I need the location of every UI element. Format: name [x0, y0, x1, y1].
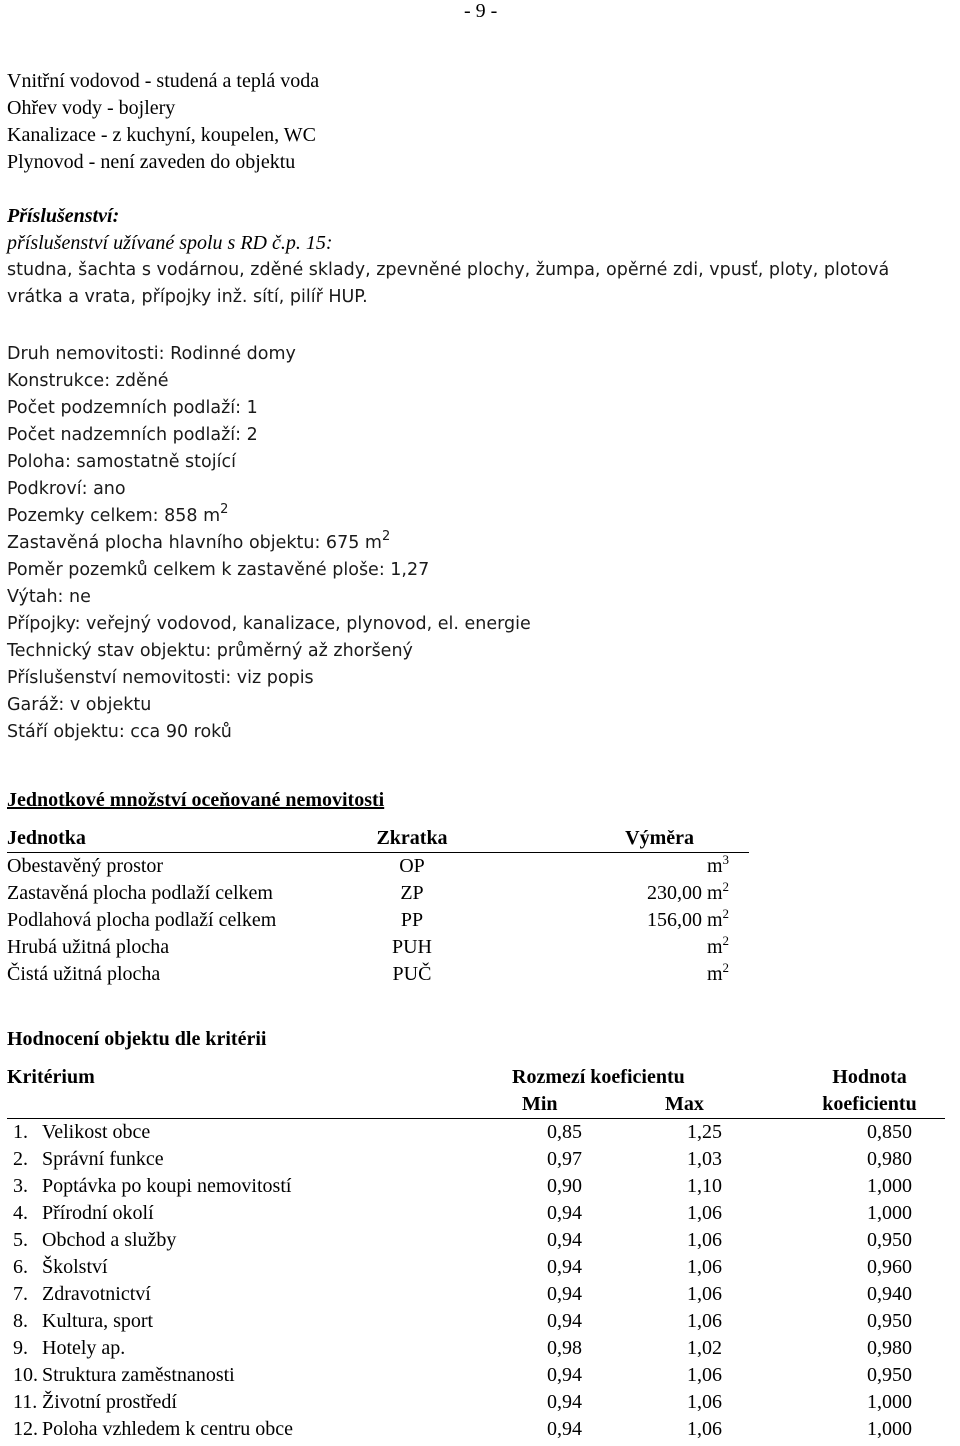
- criteria-title: Hodnocení objektu dle kritérii: [7, 1028, 267, 1050]
- table-row: [7, 1254, 945, 1281]
- criteria-min: 0,94: [547, 1229, 582, 1251]
- criteria-max: 1,06: [687, 1364, 722, 1386]
- table-row: [7, 1173, 945, 1200]
- property-accessories: Příslušenství nemovitosti: viz popis: [7, 668, 314, 688]
- criteria-label: Kultura, sport: [42, 1310, 154, 1332]
- criteria-label: Školství: [42, 1256, 108, 1278]
- criteria-max: 1,06: [687, 1418, 722, 1440]
- criteria-label: Životní prostředí: [42, 1391, 177, 1413]
- criteria-number: 6.: [13, 1256, 28, 1278]
- criteria-value: 1,000: [867, 1391, 912, 1413]
- property-attic: Podkroví: ano: [7, 479, 126, 499]
- property-type: Druh nemovitosti: Rodinné domy: [7, 344, 296, 364]
- criteria-max: 1,06: [687, 1283, 722, 1305]
- criteria-min: 0,85: [547, 1121, 582, 1143]
- criteria-number: 1.: [13, 1121, 28, 1143]
- property-connections: Přípojky: veřejný vodovod, kanalizace, plynovod, el. energie: [7, 614, 531, 634]
- property-built-area: Zastavěná plocha hlavního objektu: 675 $m^2$: [7, 529, 391, 553]
- units-header-zkratka: Zkratka: [376, 827, 448, 849]
- criteria-number: 5.: [13, 1229, 28, 1251]
- criteria-label: Poptávka po koupi nemovitostí: [42, 1175, 292, 1197]
- criteria-min: 0,94: [547, 1391, 582, 1413]
- utilities-list: [7, 68, 319, 176]
- accessories-text-line2: vrátka a vrata, přípojky inž. sítí, pilíř HUP.: [7, 287, 368, 307]
- utility-sewage: Kanalizace - z kuchyní, koupelen, WC: [7, 124, 316, 146]
- criteria-number: 12.: [13, 1418, 38, 1440]
- criteria-label: Struktura zaměstnanosti: [42, 1364, 235, 1386]
- property-position: Poloha: samostatně stojící: [7, 452, 236, 472]
- criteria-number: 4.: [13, 1202, 28, 1224]
- table-row: [7, 1119, 945, 1146]
- table-row: [7, 1308, 945, 1335]
- criteria-max: 1,10: [687, 1175, 722, 1197]
- table-row: Podlahová plocha podlaží celkem PP 156,00 $m^2$: [7, 906, 729, 931]
- criteria-value: 1,000: [867, 1202, 912, 1224]
- criteria-header-koeficientu: koeficientu: [822, 1093, 917, 1115]
- criteria-label: Poloha vzhledem k centru obce: [42, 1418, 294, 1440]
- property-land-total: Pozemky celkem: 858 $m^2$: [7, 502, 229, 526]
- criteria-max: 1,06: [687, 1229, 722, 1251]
- criteria-min: 0,94: [547, 1256, 582, 1278]
- accessories-subheading: příslušenství užívané spolu s RD č.p. 15:: [7, 232, 333, 254]
- table-row: Čistá užitná plocha PUČ $m^2$: [7, 960, 729, 985]
- criteria-label: Hotely ap.: [42, 1337, 126, 1359]
- criteria-number: 8.: [13, 1310, 28, 1332]
- table-row: [7, 1335, 945, 1362]
- criteria-min: 0,98: [547, 1337, 582, 1359]
- criteria-rows: [7, 1119, 945, 1443]
- criteria-max: 1,06: [687, 1202, 722, 1224]
- utility-heating: Ohřev vody - bojlery: [7, 97, 176, 119]
- property-condition: Technický stav objektu: průměrný až zhoršený: [7, 641, 413, 661]
- property-ratio: Poměr pozemků celkem k zastavěné ploše: 1,27: [7, 560, 430, 580]
- criteria-min: 0,97: [547, 1148, 582, 1170]
- property-construction: Konstrukce: zděné: [7, 371, 169, 391]
- criteria-number: 9.: [13, 1337, 28, 1359]
- utility-water: Vnitřní vodovod - studená a teplá voda: [7, 70, 320, 92]
- criteria-number: 11.: [13, 1391, 38, 1413]
- criteria-value: 0,950: [867, 1364, 912, 1386]
- criteria-label: Zdravotnictví: [42, 1283, 151, 1305]
- table-row: Obestavěný prostor OP $m^3$: [7, 852, 729, 877]
- table-row: Hrubá užitná plocha PUH $m^2$: [7, 933, 729, 958]
- criteria-value: 1,000: [867, 1175, 912, 1197]
- criteria-max: 1,06: [687, 1256, 722, 1278]
- criteria-number: 7.: [13, 1283, 28, 1305]
- units-table: [7, 825, 749, 988]
- criteria-number: 2.: [13, 1148, 28, 1170]
- units-header-jednotka: Jednotka: [7, 827, 86, 849]
- table-row: [7, 1227, 945, 1254]
- criteria-value: 0,940: [867, 1283, 912, 1305]
- table-row: Zastavěná plocha podlaží celkem ZP 230,00 $m^2$: [7, 879, 729, 904]
- criteria-label: Velikost obce: [42, 1121, 151, 1143]
- criteria-label: Přírodní okolí: [42, 1202, 154, 1224]
- criteria-value: 0,960: [867, 1256, 912, 1278]
- criteria-table: [7, 1064, 945, 1443]
- criteria-value: 0,850: [867, 1121, 912, 1143]
- table-row: [7, 1416, 945, 1443]
- criteria-max: 1,03: [687, 1148, 722, 1170]
- utility-gas: Plynovod - není zaveden do objektu: [7, 151, 296, 173]
- table-row: [7, 1146, 945, 1173]
- criteria-min: 0,94: [547, 1418, 582, 1440]
- property-age: Stáří objektu: cca 90 roků: [7, 722, 232, 742]
- criteria-min: 0,94: [547, 1202, 582, 1224]
- accessories-heading: Příslušenství:: [7, 205, 120, 227]
- accessories-section: [7, 203, 889, 311]
- criteria-subheader-row: [7, 1091, 945, 1119]
- property-garage: Garáž: v objektu: [7, 695, 152, 715]
- accessories-text-line1: studna, šachta s vodárnou, zděné sklady, zpevněné plochy, žumpa, opěrné zdi, vpusť, ploty, plotová: [7, 260, 890, 280]
- criteria-value: 1,000: [867, 1418, 912, 1440]
- property-elevator: Výtah: ne: [7, 587, 91, 607]
- page-number: - 9 -: [464, 0, 498, 22]
- units-title: Jednotkové množství oceňované nemovitosti: [7, 789, 385, 811]
- table-row: [7, 1281, 945, 1308]
- criteria-value: 0,950: [867, 1310, 912, 1332]
- criteria-value: 0,950: [867, 1229, 912, 1251]
- property-details: [7, 341, 531, 746]
- units-header-vymera: Výměra: [625, 827, 694, 849]
- criteria-min: 0,94: [547, 1310, 582, 1332]
- criteria-min: 0,94: [547, 1283, 582, 1305]
- criteria-label: Správní funkce: [42, 1148, 164, 1170]
- criteria-min: 0,90: [547, 1175, 582, 1197]
- table-row: [7, 1362, 945, 1389]
- property-aboveground-floors: Počet nadzemních podlaží: 2: [7, 425, 258, 445]
- units-header-row: [7, 825, 749, 853]
- table-row: [7, 1200, 945, 1227]
- property-underground-floors: Počet podzemních podlaží: 1: [7, 398, 258, 418]
- criteria-header-kriterium: Kritérium: [7, 1066, 95, 1088]
- criteria-number: 3.: [13, 1175, 28, 1197]
- criteria-header-rozmezi: Rozmezí koeficientu: [512, 1066, 685, 1088]
- criteria-max: 1,06: [687, 1391, 722, 1413]
- criteria-header-hodnota: Hodnota: [832, 1066, 907, 1088]
- criteria-max: 1,25: [687, 1121, 722, 1143]
- criteria-max: 1,02: [687, 1337, 722, 1359]
- criteria-number: 10.: [13, 1364, 38, 1386]
- criteria-header-row: [7, 1064, 945, 1091]
- criteria-header-min: Min: [522, 1093, 558, 1115]
- criteria-label: Obchod a služby: [42, 1229, 177, 1251]
- criteria-max: 1,06: [687, 1310, 722, 1332]
- criteria-min: 0,94: [547, 1364, 582, 1386]
- criteria-value: 0,980: [867, 1148, 912, 1170]
- table-row: [7, 1389, 945, 1416]
- criteria-header-max: Max: [665, 1093, 704, 1115]
- criteria-value: 0,980: [867, 1337, 912, 1359]
